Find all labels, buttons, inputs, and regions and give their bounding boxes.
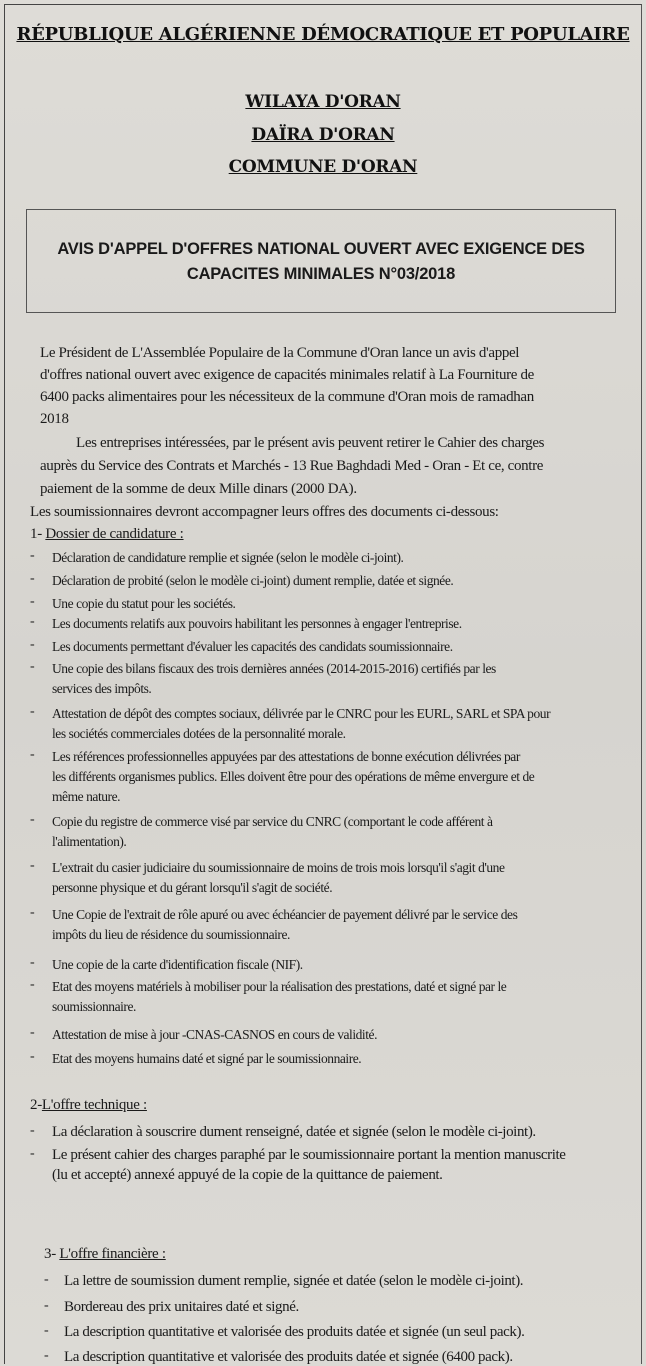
- bullet-dash: -: [30, 1123, 35, 1138]
- list-item-line: La description quantitative et valorisée des produits datée et signée (un seul pack).: [64, 1324, 525, 1340]
- intro-line-5: Les entreprises intéressées, par le présent avis peuvent retirer le Cahier des charges: [76, 435, 545, 451]
- list-item-line: Les documents permettant d'évaluer les capacités des candidats soumissionnaire.: [52, 639, 453, 654]
- section-2-heading: [30, 1097, 147, 1114]
- list-item-line: Une copie des bilans fiscaux des trois dernières années (2014-2015-2016) certifiés par les: [52, 661, 496, 676]
- list-item-line: Le présent cahier des charges paraphé par le soumissionnaire portant la mention manuscrite: [52, 1147, 566, 1163]
- list-item-line: Attestation de dépôt des comptes sociaux, délivrée par le CNRC pour les EURL, SARL et SPA pour: [52, 706, 551, 721]
- intro-line-1: Le Président de L'Assemblée Populaire de la Commune d'Oran lance un avis d'appel: [40, 345, 520, 361]
- list-item-line: impôts du lieu de résidence du soumissionnaire.: [52, 927, 290, 942]
- list-item-line: Etat des moyens humains daté et signé par le soumissionnaire.: [52, 1051, 362, 1066]
- list-item-line: Déclaration de probité (selon le modèle ci-joint) dument remplie, datée et signée.: [52, 573, 454, 588]
- list-item-line: Une copie du statut pour les sociétés.: [52, 596, 236, 611]
- bullet-dash: -: [30, 905, 35, 920]
- bullet-dash: -: [44, 1348, 49, 1363]
- list-item-line: Attestation de mise à jour -CNAS-CASNOS en cours de validité.: [52, 1027, 378, 1042]
- bullet-dash: -: [30, 594, 35, 609]
- section-2-title: L'offre technique :: [41, 1097, 147, 1113]
- bullet-dash: -: [30, 977, 35, 992]
- intro-line-8: Les soumissionnaires devront accompagner leurs offres des documents ci-dessous:: [30, 504, 499, 520]
- section-1-title: Dossier de candidature :: [45, 526, 184, 542]
- bullet-dash: -: [30, 548, 35, 563]
- wilaya-heading: WILAYA D'ORAN: [245, 92, 401, 112]
- bullet-dash: -: [30, 1146, 35, 1161]
- intro-line-2: d'offres national ouvert avec exigence de capacités minimales relatif à La Fourniture de: [40, 367, 534, 383]
- bullet-dash: -: [30, 704, 35, 719]
- bullet-dash: -: [30, 1025, 35, 1040]
- intro-line-4: 2018: [40, 411, 69, 427]
- list-item-line: personne physique et du gérant lorsqu'il s'agit de société.: [52, 880, 333, 895]
- bullet-dash: -: [44, 1323, 49, 1338]
- list-item-line: La lettre de soumission dument remplie, signée et datée (selon le modèle ci-joint).: [64, 1273, 524, 1289]
- list-item-line: services des impôts.: [52, 681, 152, 696]
- bullet-dash: -: [44, 1272, 49, 1287]
- list-item-line: Déclaration de candidature remplie et signée (selon le modèle ci-joint).: [52, 550, 404, 565]
- intro-line-6: auprès du Service des Contrats et Marchés - 13 Rue Baghdadi Med - Oran - Et ce, contre: [40, 458, 544, 474]
- republic-heading: RÉPUBLIQUE ALGÉRIENNE DÉMOCRATIQUE ET POPULAIRE: [16, 24, 630, 45]
- list-item-line: (lu et accepté) annexé appuyé de la copie de la quittance de paiement.: [52, 1167, 443, 1183]
- bullet-dash: -: [30, 747, 35, 762]
- bullet-dash: -: [30, 812, 35, 827]
- bullet-dash: -: [44, 1298, 49, 1313]
- list-item-line: Les documents relatifs aux pouvoirs habilitant les personnes à engager l'entreprise.: [52, 616, 462, 631]
- list-item-line: Une copie de la carte d'identification fiscale (NIF).: [52, 957, 303, 972]
- section-1-heading: [30, 526, 184, 543]
- list-item-line: Etat des moyens matériels à mobiliser pour la réalisation des prestations, daté et signé par le: [52, 979, 507, 994]
- list-item-line: soumissionnaire.: [52, 999, 136, 1014]
- bullet-dash: -: [30, 1049, 35, 1064]
- bullet-dash: -: [30, 571, 35, 586]
- list-item-line: Une Copie de l'extrait de rôle apuré ou avec échéancier de payement délivré par le service des: [52, 907, 518, 922]
- bullet-dash: -: [30, 955, 35, 970]
- list-item-line: les différents organismes publics. Elles doivent être pour des opérations de même envergure et de: [52, 769, 535, 784]
- list-item-line: Copie du registre de commerce visé par service du CNRC (comportant le code afférent à: [52, 814, 493, 829]
- bullet-dash: -: [30, 858, 35, 873]
- section-3-title: L'offre financière :: [59, 1246, 166, 1262]
- section-2-number: 2-: [30, 1097, 42, 1113]
- bullet-dash: -: [30, 659, 35, 674]
- intro-line-7: paiement de la somme de deux Mille dinars (2000 DA).: [40, 481, 357, 497]
- list-item-line: Bordereau des prix unitaires daté et signé.: [64, 1299, 299, 1315]
- notice-title-line-2: CAPACITES MINIMALES N°03/2018: [186, 265, 456, 283]
- bullet-dash: -: [30, 614, 35, 629]
- notice-title-line-1: AVIS D'APPEL D'OFFRES NATIONAL OUVERT AVEC EXIGENCE DES: [57, 240, 585, 258]
- section-3-heading: [44, 1246, 166, 1263]
- list-item-line: l'alimentation).: [52, 834, 127, 849]
- intro-line-3: 6400 packs alimentaires pour les nécessiteux de la commune d'Oran mois de ramadhan: [40, 389, 534, 405]
- notice-title-box: [26, 209, 616, 313]
- list-item-line: La déclaration à souscrire dument renseigné, datée et signée (selon le modèle ci-joint).: [52, 1124, 536, 1140]
- section-3-number: 3-: [44, 1246, 56, 1262]
- list-item-line: L'extrait du casier judiciaire du soumissionnaire de moins de trois mois lorsqu'il s'agit d'une: [52, 860, 505, 875]
- bullet-dash: -: [30, 637, 35, 652]
- list-item-line: La description quantitative et valorisée des produits datée et signée (6400 pack).: [64, 1349, 513, 1365]
- list-item-line: même nature.: [52, 789, 121, 804]
- commune-heading: COMMUNE D'ORAN: [228, 157, 418, 177]
- daira-heading: DAÏRA D'ORAN: [251, 125, 395, 145]
- section-1-number: 1-: [30, 526, 42, 542]
- list-item-line: les sociétés commerciales dotées de la personnalité morale.: [52, 726, 346, 741]
- list-item-line: Les références professionnelles appuyées par des attestations de bonne exécution délivrées par: [52, 749, 520, 764]
